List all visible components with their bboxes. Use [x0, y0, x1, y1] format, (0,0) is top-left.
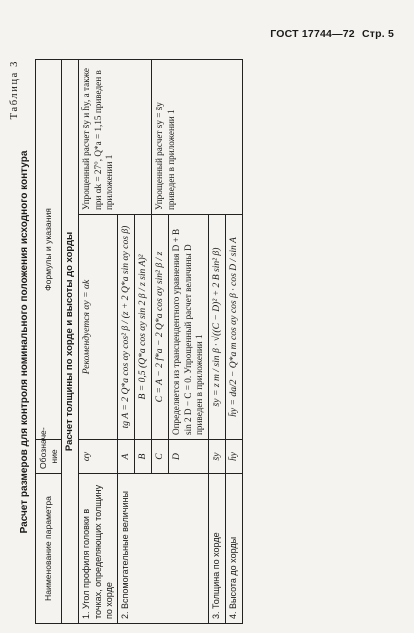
- param-name: 4. Высота до хорды: [225, 474, 242, 624]
- column-header-symbol: Обозначе- ние: [36, 440, 62, 474]
- column-header-formulas: Формулы и указания: [36, 59, 62, 439]
- param-formula: C = A − 2 f*a − 2 Q*a cos αy sin² β / z: [152, 215, 169, 440]
- table-label: Таблица 3: [9, 60, 20, 120]
- page-number: Стр. 5: [361, 28, 394, 40]
- header-row: [36, 59, 62, 623]
- param-symbol: αy: [79, 440, 118, 474]
- param-name: 3. Толщина по хорде: [208, 474, 225, 624]
- param-formula: tg A = 2 Q*a cos αy cos² β / (z + 2 Q*a sin αy cos β): [118, 215, 135, 440]
- param-symbol: D: [169, 440, 209, 474]
- param-symbol: B: [135, 440, 152, 474]
- parameters-table: [35, 59, 243, 624]
- param-formula: Определяется из трансцендентного уравнения D + B sin 2 D − C = 0. Упрощенный расчет величины D приведен в приложении 1: [169, 215, 209, 440]
- param-name: 2. Вспомогательные величины: [118, 474, 208, 624]
- param-formula: s̄y = z m / sin β · √((C − D)² + 2 B sin² β): [208, 215, 225, 440]
- param-formula: Рекомендуется αy = αk: [79, 215, 118, 440]
- param-note: Упрощенный расчет sy = s̄y приведен в приложении 1: [152, 59, 242, 214]
- param-symbol: A: [118, 440, 135, 474]
- param-formula: B = 0,5 (Q*a cos αy sin 2 β / z sin A)²: [135, 215, 152, 440]
- page-header: [270, 28, 394, 40]
- section-title: Расчет толщины по хорде и высоты до хорды: [62, 59, 79, 623]
- param-symbol: s̄y: [208, 440, 225, 474]
- param-name: 1. Угол профиля головки в точках, определяющих толщину по хорде: [79, 474, 118, 624]
- table-title: Расчет размеров для контроля номинального положения исходного контура: [19, 150, 30, 534]
- param-note: Упрощенный расчет s̄y и h̄y, а также при αk = 27°, Q*a = 1,15 приведен в приложении 1: [79, 59, 152, 214]
- section-row: [62, 59, 79, 623]
- param-symbol: C: [152, 440, 169, 474]
- standard-number: ГОСТ 17744—72: [270, 28, 355, 40]
- param-symbol: h̄y: [225, 440, 242, 474]
- rotated-table-area: [9, 60, 393, 624]
- table-row: [79, 59, 118, 623]
- param-formula: h̄y = da/2 − Q*a m cos αy cos β · cos D / sin A: [225, 215, 242, 440]
- column-header-name: Наименование параметра: [36, 474, 62, 624]
